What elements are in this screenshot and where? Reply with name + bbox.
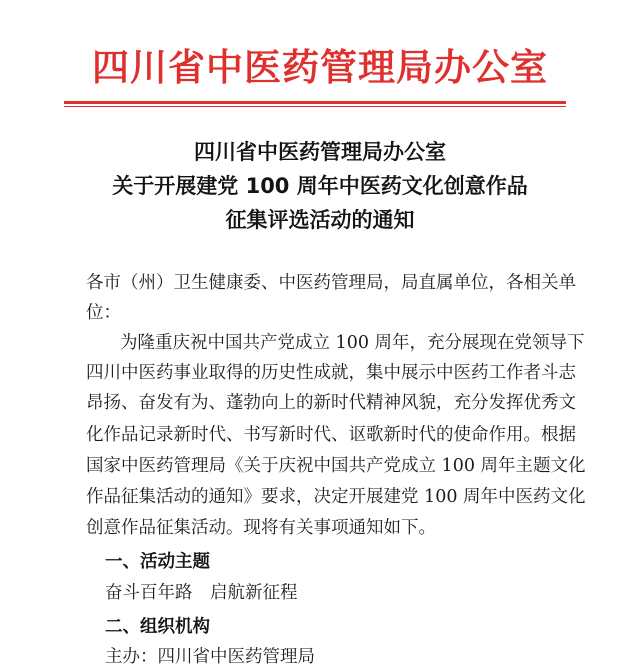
section-1-heading: 一、活动主题 xyxy=(105,552,210,572)
section-2-organizer: 主办：四川省中医药管理局 xyxy=(105,647,315,667)
notice-title-line-3: 征集评选活动的通知 xyxy=(225,208,415,232)
letterhead-divider-thick xyxy=(64,101,566,104)
letterhead-divider-thin xyxy=(64,106,566,107)
letterhead-org-name: 四川省中医药管理局办公室 xyxy=(92,45,548,89)
paragraph-1-line-6: 作品征集活动的通知》要求，决定开展建党 100 周年中医药文化 xyxy=(86,487,586,507)
paragraph-1-line-7: 创意作品征集活动。现将有关事项通知如下。 xyxy=(86,518,436,538)
notice-title-line-1: 四川省中医药管理局办公室 xyxy=(194,140,446,164)
paragraph-1-line-2: 四川中医药事业取得的历史性成就，集中展示中医药工作者斗志 xyxy=(86,363,576,383)
recipients-line-1: 各市（州）卫生健康委、中医药管理局，局直属单位，各相关单 xyxy=(86,273,576,293)
paragraph-1-line-4: 化作品记录新时代、书写新时代、讴歌新时代的使命作用。根据 xyxy=(86,425,576,445)
section-2-heading: 二、组织机构 xyxy=(105,617,210,637)
paragraph-1-line-5: 国家中医药管理局《关于庆祝中国共产党成立 100 周年主题文化 xyxy=(86,456,586,476)
paragraph-1-line-3: 昂扬、奋发有为、蓬勃向上的新时代精神风貌，充分发挥优秀文 xyxy=(86,393,576,413)
paragraph-1-line-1: 为隆重庆祝中国共产党成立 100 周年，充分展现在党领导下 xyxy=(120,333,585,353)
section-1-theme: 奋斗百年路 启航新征程 xyxy=(105,583,298,603)
recipients-line-2: 位： xyxy=(86,303,121,323)
notice-title-line-2: 关于开展建党 100 周年中医药文化创意作品 xyxy=(112,174,528,198)
